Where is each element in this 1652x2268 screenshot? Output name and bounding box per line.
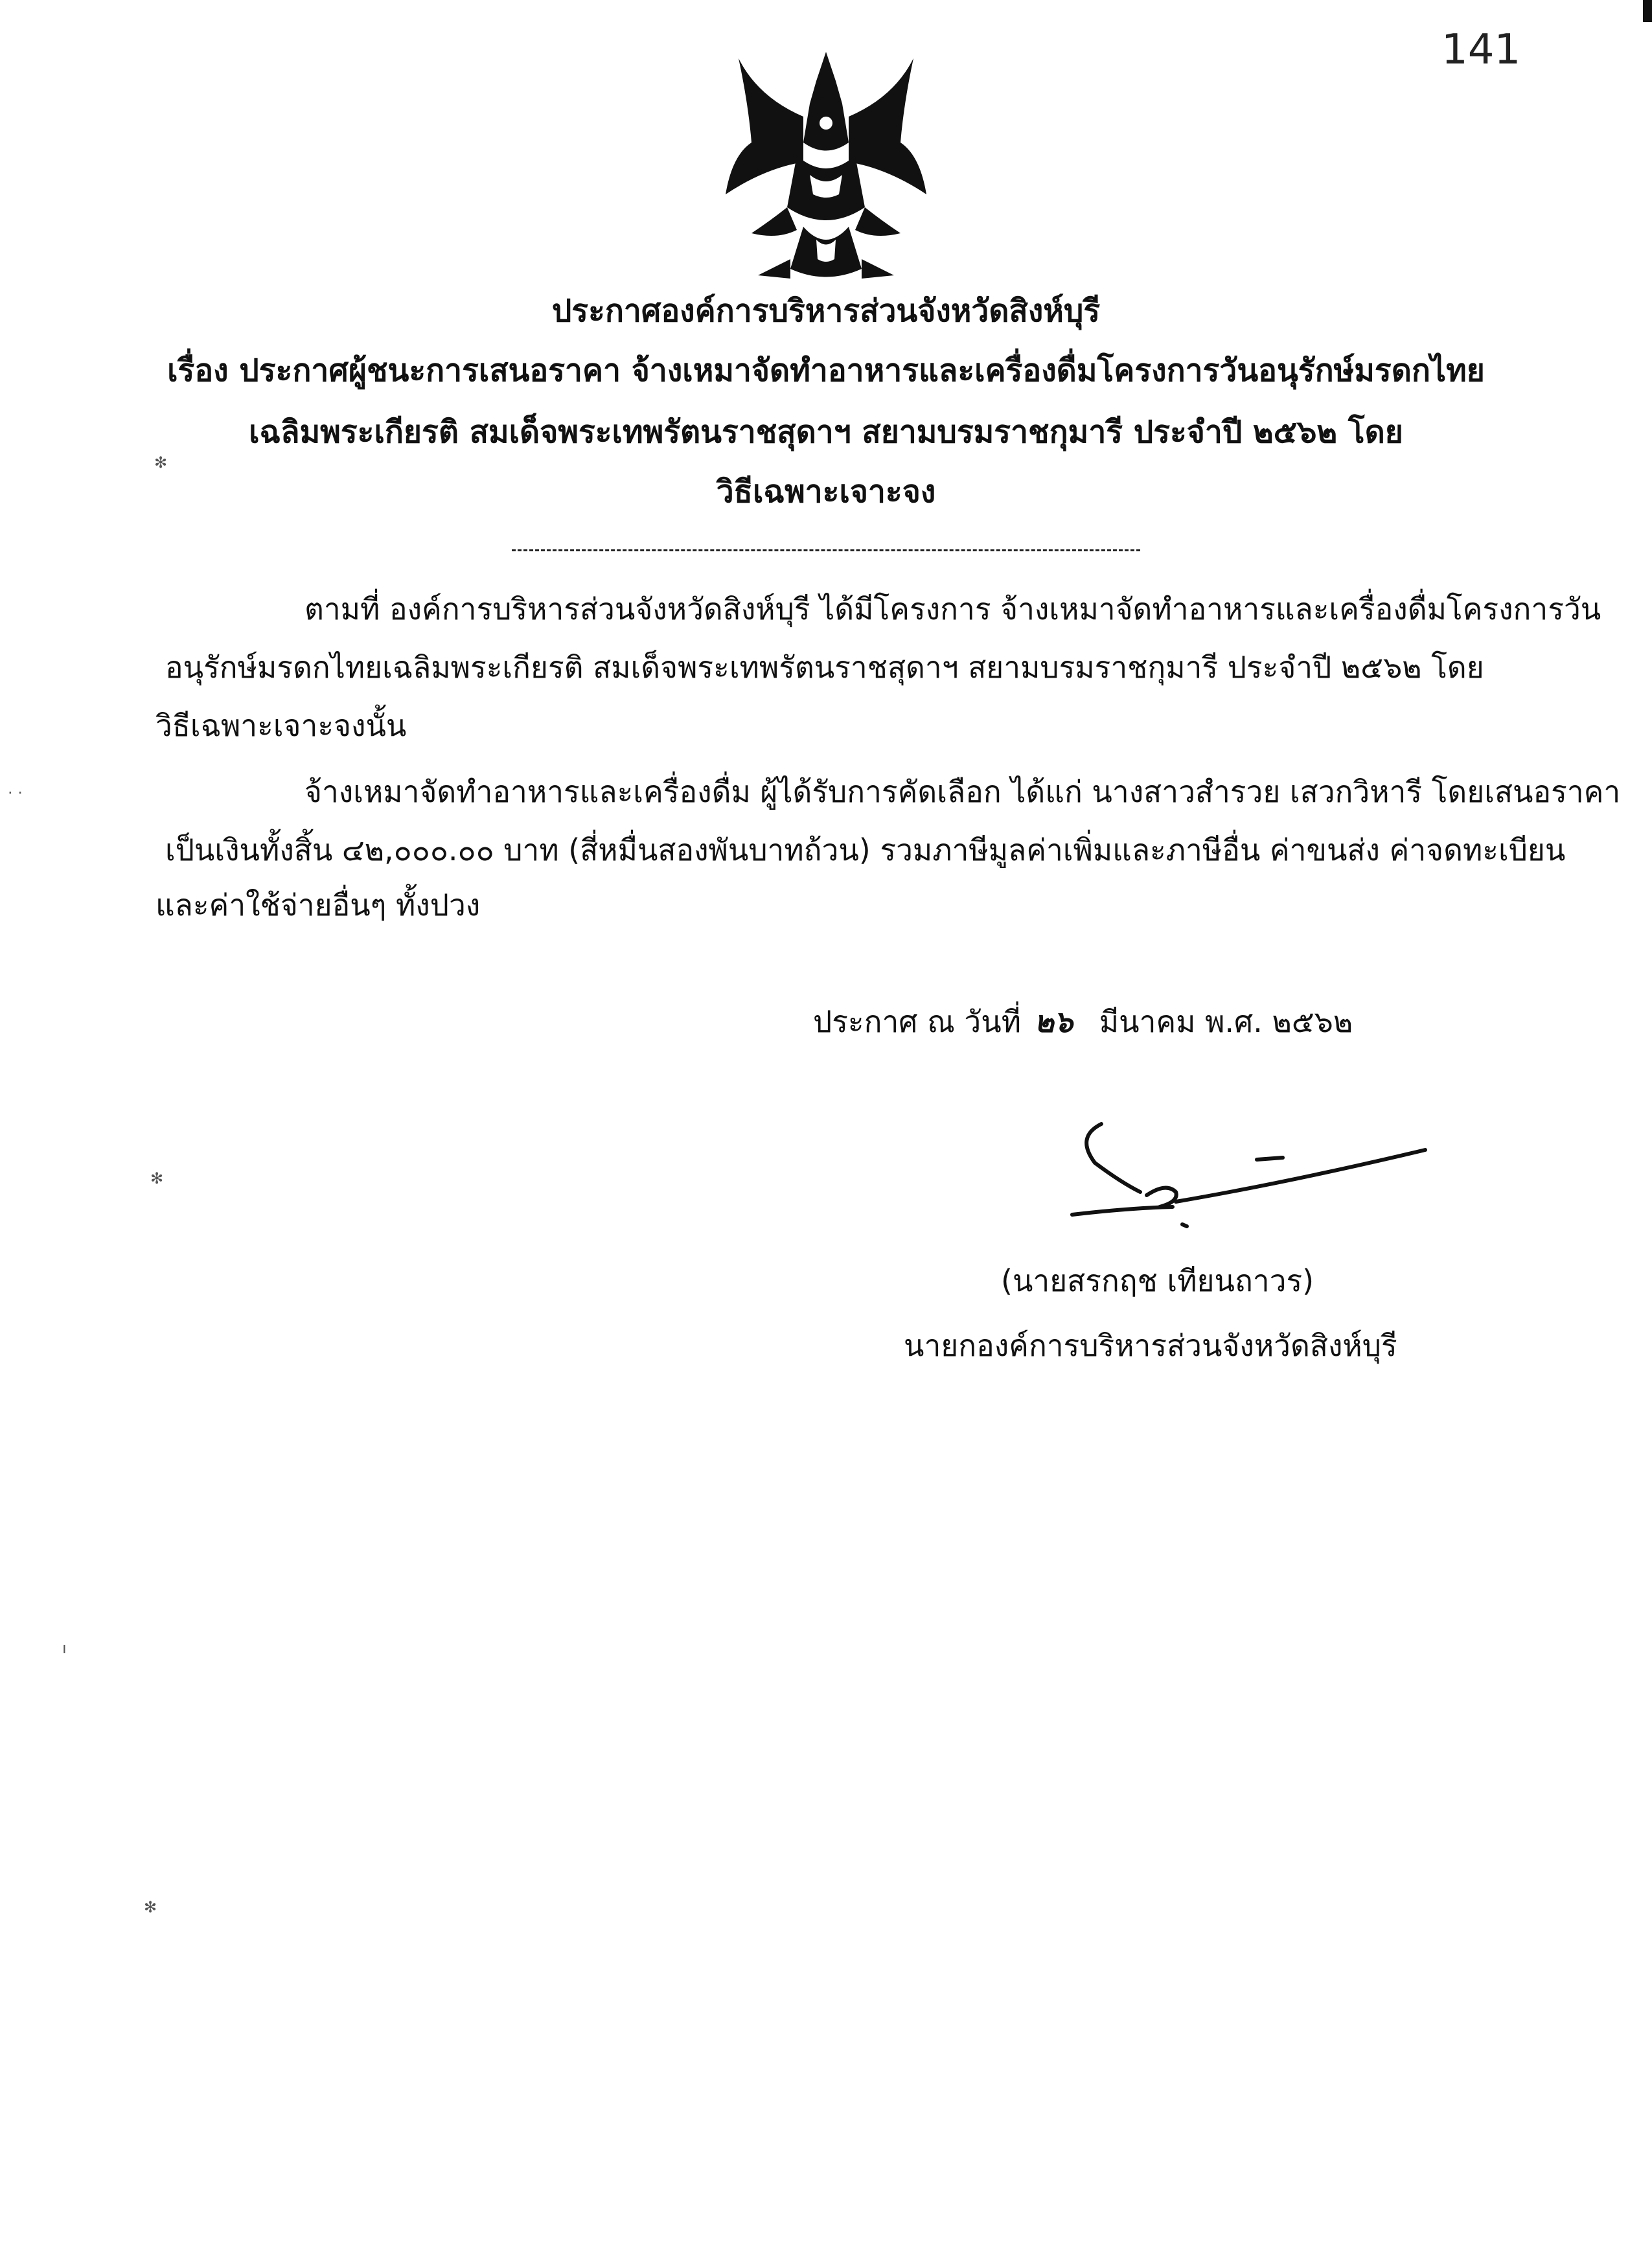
scan-speck: ✻: [154, 453, 168, 472]
paragraph-1-line-3: วิธีเฉพาะเจาะจงนั้น: [155, 708, 407, 743]
scan-edge-mark: [1643, 0, 1652, 22]
scan-speck: ✻: [150, 1169, 164, 1187]
paragraph-2-line-1: จ้างเหมาจัดทำอาหารและเครื่องดื่ม ผู้ได้รับการคัดเลือก ได้แก่ นางสาวสำรวย เสวกวิหารี โดยเสนอราคา: [304, 774, 1621, 809]
announce-day-handwritten: ๒๖: [1034, 1004, 1073, 1039]
announce-prefix: ประกาศ ณ วันที่: [813, 1004, 1022, 1039]
heading-subject-cont: เฉลิมพระเกียรติ สมเด็จพระเทพรัตนราชสุดาฯ สยามบรมราชกุมารี ประจำปี ๒๕๖๒ โดย: [249, 414, 1403, 450]
paragraph-1-line-2: อนุรักษ์มรดกไทยเฉลิมพระเกียรติ สมเด็จพระเทพรัตนราชสุดาฯ สยามบรมราชกุมารี ประจำปี ๒๕๖๒ โดย: [165, 650, 1484, 685]
paragraph-2-line-3: และค่าใช้จ่ายอื่นๆ ทั้งปวง: [155, 888, 481, 922]
announce-month-year: มีนาคม พ.ศ. ๒๕๖๒: [1099, 1004, 1353, 1039]
signature-image: [1062, 1111, 1438, 1241]
announce-date: [813, 1001, 1353, 1042]
paragraph-1-line-1: ตามที่ องค์การบริหารส่วนจังหวัดสิงห์บุรี ได้มีโครงการ จ้างเหมาจัดทำอาหารและเครื่องดื่มโครงการวัน: [304, 591, 1601, 626]
paragraph-2-line-2: เป็นเงินทั้งสิ้น ๔๒,๐๐๐.๐๐ บาท (สี่หมื่นสองพันบาทถ้วน) รวมภาษีมูลค่าเพิ่มและภาษีอื่น ค่าขนส่ง ค่าจดทะเบียน: [165, 832, 1566, 867]
heading-divider: [512, 549, 1140, 551]
heading-subject: เรื่อง ประกาศผู้ชนะการเสนอราคา จ้างเหมาจัดทำอาหารและเครื่องดื่มโครงการวันอนุรักษ์มรดกไทย: [167, 352, 1485, 389]
signatory-position: นายกองค์การบริหารส่วนจังหวัดสิงห์บุรี: [904, 1328, 1397, 1363]
scan-speck: ✻: [144, 1898, 157, 1916]
scan-speck: · ·: [8, 784, 23, 802]
heading-method: วิธีเฉพาะเจาะจง: [716, 474, 936, 510]
garuda-emblem-icon: [713, 45, 939, 285]
signatory-name: (นายสรกฤช เทียนถาวร): [1001, 1263, 1314, 1298]
scan-speck: ı: [62, 1639, 67, 1657]
heading-title: ประกาศองค์การบริหารส่วนจังหวัดสิงห์บุรี: [551, 293, 1101, 329]
page-number: 141: [1441, 26, 1521, 74]
